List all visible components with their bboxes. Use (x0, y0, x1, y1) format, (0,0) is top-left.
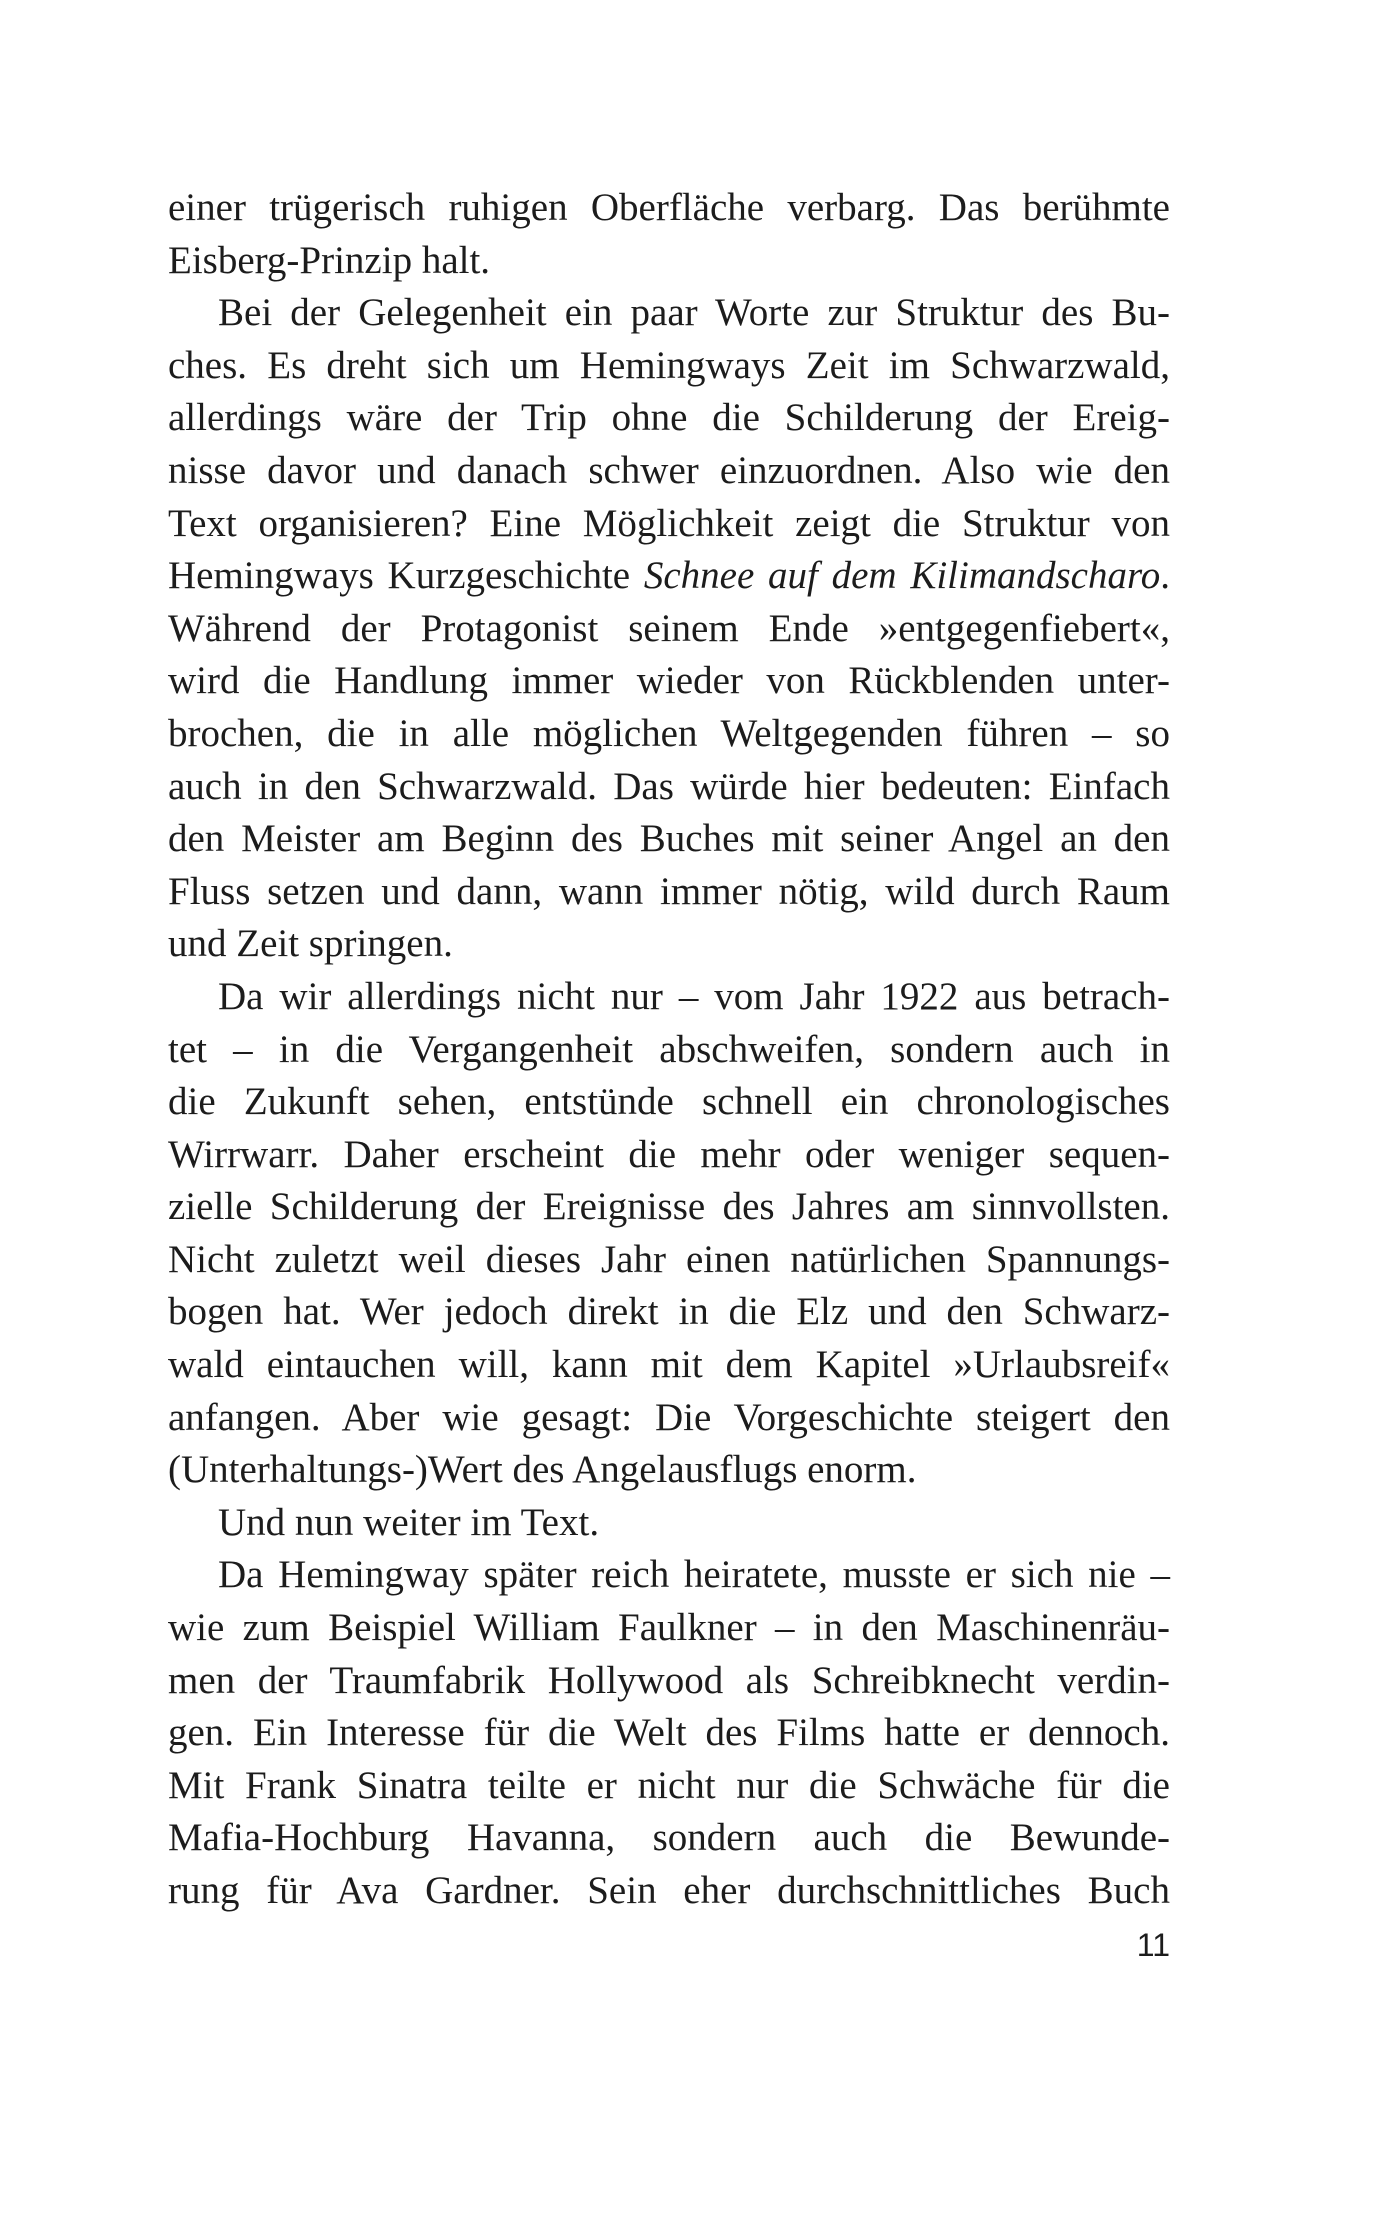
text-line: wald eintauchen will, kann mit dem Kapitel »Urlaubsreif« (168, 1343, 1170, 1387)
text-segment: . (1160, 554, 1170, 598)
text-line: Fluss setzen und dann, wann immer nötig, wild durch Raum (168, 869, 1170, 913)
text-line: Während der Protagonist seinem Ende »entgegenfiebert«, (168, 606, 1170, 650)
text-line: ches. Es dreht sich um Hemingways Zeit im Schwarzwald, (168, 343, 1170, 387)
text-line: und Zeit springen. (168, 922, 453, 966)
text-line: die Zukunft sehen, entstünde schnell ein chronologisches (168, 1080, 1170, 1124)
text-line: Wirrwarr. Daher erscheint die mehr oder weniger sequen- (168, 1132, 1170, 1176)
text-line: gen. Ein Interesse für die Welt des Films hatte er dennoch. (168, 1711, 1170, 1755)
text-line: Nicht zuletzt weil dieses Jahr einen natürlichen Spannungs- (168, 1237, 1170, 1281)
text-line: Bei der Gelegenheit ein paar Worte zur Struktur des Bu- (218, 291, 1170, 335)
text-segment: Hemingways Kurzgeschichte (168, 554, 644, 598)
body-text (168, 182, 1170, 1918)
text-line: Text organisieren? Eine Möglichkeit zeigt die Struktur von (168, 501, 1170, 545)
text-line: bogen hat. Wer jedoch direkt in die Elz und den Schwarz- (168, 1290, 1170, 1334)
text-line: men der Traumfabrik Hollywood als Schreibknecht verdin- (168, 1658, 1170, 1702)
text-line: Mafia-Hochburg Havanna, sondern auch die Bewunde- (168, 1816, 1170, 1860)
text-line: Da wir allerdings nicht nur – vom Jahr 1922 aus betrach- (218, 974, 1170, 1018)
text-line: Mit Frank Sinatra teilte er nicht nur die Schwäche für die (168, 1763, 1170, 1807)
text-line-with-title (168, 550, 1170, 603)
story-title: Schnee auf dem Kilimandscharo (643, 554, 1161, 598)
text-line: den Meister am Beginn des Buches mit seiner Angel an den (168, 817, 1170, 861)
text-line: anfangen. Aber wie gesagt: Die Vorgeschichte steigert den (168, 1395, 1170, 1439)
page-number: 11 (1136, 1927, 1170, 1963)
text-line: Da Hemingway später reich heiratete, musste er sich nie – (218, 1553, 1170, 1597)
text-line: (Unterhaltungs-)Wert des Angelausflugs enorm. (168, 1448, 917, 1492)
text-line: Und nun weiter im Text. (218, 1500, 600, 1544)
text-line: brochen, die in alle möglichen Weltgegenden führen – so (168, 711, 1170, 755)
text-line: allerdings wäre der Trip ohne die Schilderung der Ereig- (168, 396, 1170, 440)
text-line: Eisberg-Prinzip halt. (168, 238, 491, 282)
text-line: zielle Schilderung der Ereignisse des Jahres am sinnvollsten. (168, 1185, 1170, 1229)
text-line: wie zum Beispiel William Faulkner – in den Maschinenräu- (168, 1606, 1170, 1650)
text-line: rung für Ava Gardner. Sein eher durchschnittliches Buch (168, 1869, 1170, 1912)
text-line: wird die Handlung immer wieder von Rückblenden unter- (168, 659, 1170, 703)
text-line: nisse davor und danach schwer einzuordnen. Also wie den (168, 448, 1170, 492)
text-line: auch in den Schwarzwald. Das würde hier bedeuten: Einfach (168, 764, 1170, 808)
text-line: einer trügerisch ruhigen Oberfläche verbarg. Das berühmte (168, 186, 1170, 229)
text-line: tet – in die Vergangenheit abschweifen, sondern auch in (168, 1027, 1170, 1071)
